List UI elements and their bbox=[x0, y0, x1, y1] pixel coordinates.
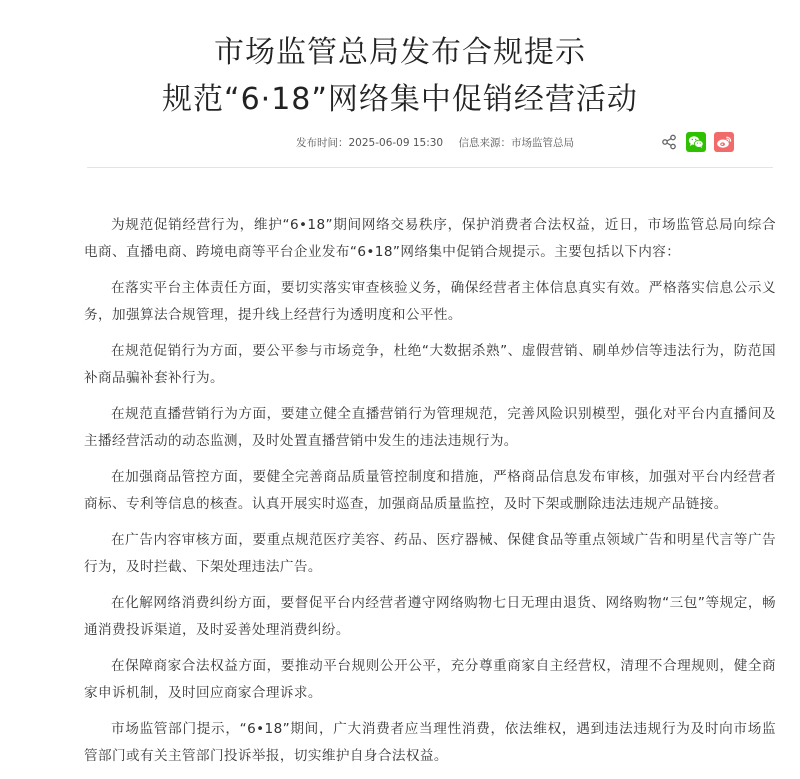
paragraph: 在落实平台主体责任方面，要切实落实审查核验义务，确保经营者主体信息真实有效。严格落实信息公示义务，加强算法合规管理，提升线上经营行为透明度和公平性。 bbox=[84, 280, 776, 323]
info-source: 信息来源：市场监管总局 bbox=[458, 137, 574, 149]
paragraph: 在规范促销行为方面，要公平参与市场竞争，杜绝“大数据杀熟”、虚假营销、刷单炒信等违法行为，防范国补商品骗补套补行为。 bbox=[84, 343, 776, 386]
paragraph: 在加强商品管控方面，要健全完善商品质量管控制度和措施，严格商品信息发布审核，加强对平台内经营者商标、专利等信息的核查。认真开展实时巡查，加强商品质量监控，及时下架或删除违法违规产品链接。 bbox=[84, 469, 776, 512]
paragraph: 在化解网络消费纠纷方面，要督促平台内经营者遵守网络购物七日无理由退货、网络购物“三包”等规定，畅通消费投诉渠道，及时妥善处理消费纠纷。 bbox=[84, 595, 776, 638]
article-body bbox=[84, 212, 776, 779]
article-title-line-1: 市场监管总局发布合规提示 bbox=[214, 35, 586, 70]
share-bar bbox=[660, 130, 734, 154]
article-title-line-2: 规范“6·18”网络集中促销经营活动 bbox=[162, 82, 638, 117]
paragraph: 在规范直播营销行为方面，要建立健全直播营销行为管理规范，完善风险识别模型，强化对平台内直播间及主播经营活动的动态监测，及时处置直播营销中发生的违法违规行为。 bbox=[84, 406, 776, 449]
publish-time: 发布时间：2025-06-09 15:30 bbox=[296, 137, 444, 149]
article-meta bbox=[296, 134, 586, 152]
paragraph: 在保障商家合法权益方面，要推动平台规则公开公平，充分尊重商家自主经营权，清理不合理规则，健全商家申诉机制，及时回应商家合理诉求。 bbox=[84, 658, 776, 701]
paragraph: 在广告内容审核方面，要重点规范医疗美容、药品、医疗器械、保健食品等重点领域广告和明星代言等广告行为，及时拦截、下架处理违法广告。 bbox=[84, 532, 776, 575]
weibo-icon[interactable] bbox=[714, 132, 734, 152]
header-divider bbox=[87, 167, 773, 168]
wechat-icon[interactable] bbox=[686, 132, 706, 152]
paragraph: 为规范促销经营行为，维护“6•18”期间网络交易秩序，保护消费者合法权益，近日，市场监管总局向综合电商、直播电商、跨境电商等平台企业发布“6•18”网络集中促销合规提示。主要包括以下内容： bbox=[84, 217, 776, 260]
share-icon[interactable] bbox=[660, 132, 678, 152]
paragraph: 市场监管部门提示，“6•18”期间，广大消费者应当理性消费，依法维权，遇到违法违规行为及时向市场监管部门或有关主管部门投诉举报，切实维护自身合法权益。 bbox=[84, 721, 776, 764]
